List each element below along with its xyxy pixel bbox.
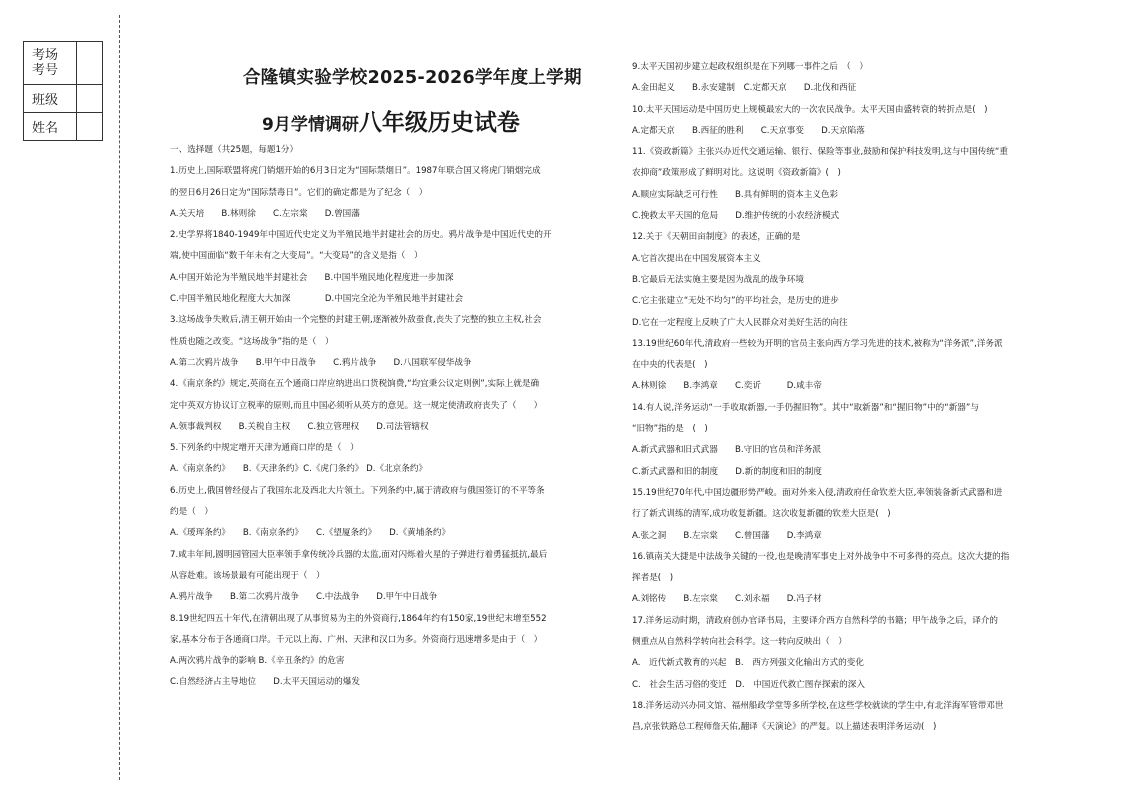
question-line: A.两次鸦片战争的影响 B.《辛丑条约》的危害 bbox=[170, 656, 345, 667]
question-line: 挥者是( ) bbox=[632, 573, 674, 584]
question-line: 9.太平天国初步建立起政权组织是在下列哪一事件之后 （ ） bbox=[632, 62, 868, 72]
question-line: A.《瑷珲条约》 B.《南京条约》 C.《望厦条约》 D.《黄埔条约》 bbox=[170, 528, 451, 539]
question-line: A.领事裁判权 B.关税自主权 C.独立管理权 D.司法管辖权 bbox=[170, 421, 429, 432]
question-line: A.关天培 B.林则徐 C.左宗棠 D.曾国藩 bbox=[170, 208, 360, 219]
question-line: 13.19世纪60年代,清政府一些较为开明的官员主张向西方学习先进的技术,被称为“洋务派”,洋务派 bbox=[632, 338, 1003, 349]
question-line: D.它在一定程度上反映了广大人民群众对美好生活的向往 bbox=[632, 317, 848, 328]
question-column-right bbox=[632, 57, 1072, 739]
question-line: A.《南京条约》 B.《天津条约》C.《虎门条约》 D.《北京条约》 bbox=[170, 464, 428, 475]
question-line: 7.咸丰年间,圆明园管园大臣率领手拿传统冷兵器的太监,面对闪烁着火星的子弹进行着勇猛抵抗,最后 bbox=[170, 549, 548, 560]
question-line: 性质也随之改变。“这场战争”指的是（ ） bbox=[170, 336, 334, 347]
question-line: A.它首次提出在中国发展资本主义 bbox=[632, 253, 761, 264]
question-line: C.它主张建立“无处不均匀”的平均社会，是历史的进步 bbox=[632, 296, 839, 307]
question-line: A. 近代新式教育的兴起 B. 西方列强文化输出方式的变化 bbox=[632, 658, 864, 669]
question-line: 端,使中国面临“数千年未有之大变局”。“大变局”的含义是指（ ） bbox=[170, 251, 423, 262]
question-line: 6.历史上,俄国曾经侵占了我国东北及西北大片领土。下列条约中,属于清政府与俄国签订的不平等条 bbox=[170, 485, 545, 496]
question-line: 定中英双方协议订立税率的原则,而且中国必须听从英方的意见。这一规定使清政府丧失了（ ） bbox=[170, 400, 543, 411]
question-line: 14.有人说,洋务运动“一手收取新器,一手仍握旧物”。其中“取新器”和“握旧物”中的“新器”与 bbox=[632, 402, 979, 413]
question-line: 18.洋务运动兴办同文馆、福州船政学堂等多所学校,在这些学校就读的学生中,有北洋海军管带邓世 bbox=[632, 700, 1004, 711]
info-row-name bbox=[24, 113, 103, 141]
question-line: 2.史学界将1840-1949年中国近代史定义为半殖民地半封建社会的历史。鸦片战争是中国近代史的开 bbox=[170, 230, 552, 241]
question-line: C. 社会生活习俗的变迁 D. 中国近代救亡图存探索的深入 bbox=[632, 679, 865, 690]
question-line: 12.关于《天朝田亩制度》的表述，正确的是 bbox=[632, 232, 801, 243]
question-line: 4.《南京条约》规定,英商在五个通商口岸应纳进出口货税饷费,“均宜秉公议定则例”,实际上就是确 bbox=[170, 379, 540, 390]
question-line: A.新式武器和旧式武器 B.守旧的官员和洋务派 bbox=[632, 445, 821, 456]
question-line: 在中央的代表是( ) bbox=[632, 360, 708, 371]
question-line: 10.太平天国运动是中国历史上规模最宏大的一次农民战争。太平天国由盛转衰的转折点是( ) bbox=[632, 104, 988, 115]
question-line: 16.镇南关大捷是中法战争关键的一役,也是晚清军事史上对外战争中不可多得的亮点。这次大捷的指 bbox=[632, 551, 1010, 562]
exam-title-line1: 合隆镇实验学校2025-2026学年度上学期 bbox=[243, 68, 582, 88]
question-line: 的翌日6月26日定为“国际禁毒日”。它们的确定都是为了纪念（ ） bbox=[170, 187, 428, 198]
question-line: 17.洋务运动时期，清政府创办官译书局，主要译介西方自然科学的书籍；甲午战争之后，译介的 bbox=[632, 615, 999, 626]
exam-title-line2 bbox=[262, 104, 520, 137]
exam-title-subject: 八年级历史试卷 bbox=[358, 110, 520, 136]
info-field-class[interactable] bbox=[77, 85, 103, 113]
question-line: A.林则徐 B.李鸿章 C.奕䜣 D.咸丰帝 bbox=[632, 381, 822, 392]
question-line: A.张之洞 B.左宗棠 C.曾国藩 D.李鸿章 bbox=[632, 530, 822, 541]
question-line: A.顺应实际缺乏可行性 B.具有鲜明的资本主义色彩 bbox=[632, 189, 839, 200]
question-line: C.中国半殖民地化程度大大加深 D.中国完全沦为半殖民地半封建社会 bbox=[170, 294, 464, 305]
question-line: 昌,京张铁路总工程师詹天佑,翻译《天演论》的严复。以上描述表明洋务运动( ) bbox=[632, 722, 937, 733]
exam-title-month: 9月学情调研 bbox=[262, 115, 359, 135]
question-line: 行了新式训练的清军,成功收复新疆。这次收复新疆的钦差大臣是( ) bbox=[632, 509, 891, 520]
question-line: A.第二次鸦片战争 B.甲午中日战争 C.鸦片战争 D.八国联军侵华战争 bbox=[170, 357, 472, 368]
question-line: B.它最后无法实施主要是因为战乱的战争环境 bbox=[632, 274, 804, 285]
question-line: 1.历史上,国际联盟将虎门销烟开始的6月3日定为“国际禁烟日”。1987年联合国又将虎门销烟完成 bbox=[170, 166, 541, 177]
question-line: 5.下列条约中规定增开天津为通商口岸的是（ ） bbox=[170, 443, 359, 454]
question-line: 家,基本分布于各通商口岸。千元以上海、广州、天津和汉口为多。外资商行迅速增多是由于（ ） bbox=[170, 634, 543, 645]
info-field-name[interactable] bbox=[77, 113, 103, 141]
student-info-box bbox=[23, 41, 103, 141]
question-line: 农抑商”政策形成了鲜明对比。这说明《资政新篇》( ) bbox=[632, 168, 841, 179]
question-line: A.鸦片战争 B.第二次鸦片战争 C.中法战争 D.甲午中日战争 bbox=[170, 592, 438, 603]
info-field-exam-room[interactable] bbox=[77, 42, 103, 85]
question-line: 约是（ ） bbox=[170, 507, 213, 518]
question-line: A.定都天京 B.西征的胜利 C.天京事变 D.天京陷落 bbox=[632, 125, 865, 136]
question-line: C.挽救太平天国的危局 D.维护传统的小农经济模式 bbox=[632, 211, 840, 222]
question-line: 11.《资政新篇》主张兴办近代交通运输、银行、保险等事业,鼓励和保护科技发明,这与中国传统“重 bbox=[632, 147, 1008, 158]
question-line: A.中国开始沦为半殖民地半封建社会 B.中国半殖民地化程度进一步加深 bbox=[170, 272, 454, 283]
binding-fold-line bbox=[119, 15, 120, 780]
question-line: 8.19世纪四五十年代,在清朝出现了从事贸易为主的外资商行,1864年约有150家,19世纪末增至552 bbox=[170, 613, 547, 624]
question-column-left bbox=[170, 140, 606, 694]
question-line: 从容赴难。该场景最有可能出现于（ ） bbox=[170, 570, 325, 581]
info-label-class: 班级 bbox=[24, 85, 77, 113]
question-line: C.新式武器和旧的制度 D.新的制度和旧的制度 bbox=[632, 466, 822, 477]
question-line: 3.这场战争失败后,清王朝开始由一个完整的封建王朝,逐渐被外敌蚕食,丧失了完整的独立主权,社会 bbox=[170, 315, 542, 326]
question-line: C.自然经济占主导地位 D.太平天国运动的爆发 bbox=[170, 677, 360, 688]
info-row-class bbox=[24, 85, 103, 113]
question-line: A.金田起义 B.永安建制 C.定都天京 D.北伐和西征 bbox=[632, 83, 857, 94]
question-line: A.刘铭传 B.左宗棠 C.刘永福 D.冯子材 bbox=[632, 594, 822, 605]
info-label-exam-room: 考场 考号 bbox=[24, 42, 77, 85]
info-row-exam-number bbox=[24, 42, 103, 85]
question-line: 侧重点从自然科学转向社会科学。这一转向反映出（ ） bbox=[632, 637, 847, 648]
question-line: 一、选择题（共25题，每题1分） bbox=[170, 145, 299, 155]
question-line: “旧物”指的是 ( ) bbox=[632, 424, 708, 435]
question-line: 15.19世纪70年代,中国边疆形势严峻。面对外来入侵,清政府任命钦差大臣,率领装备新式武器和进 bbox=[632, 487, 1003, 498]
info-label-name: 姓名 bbox=[24, 113, 77, 141]
